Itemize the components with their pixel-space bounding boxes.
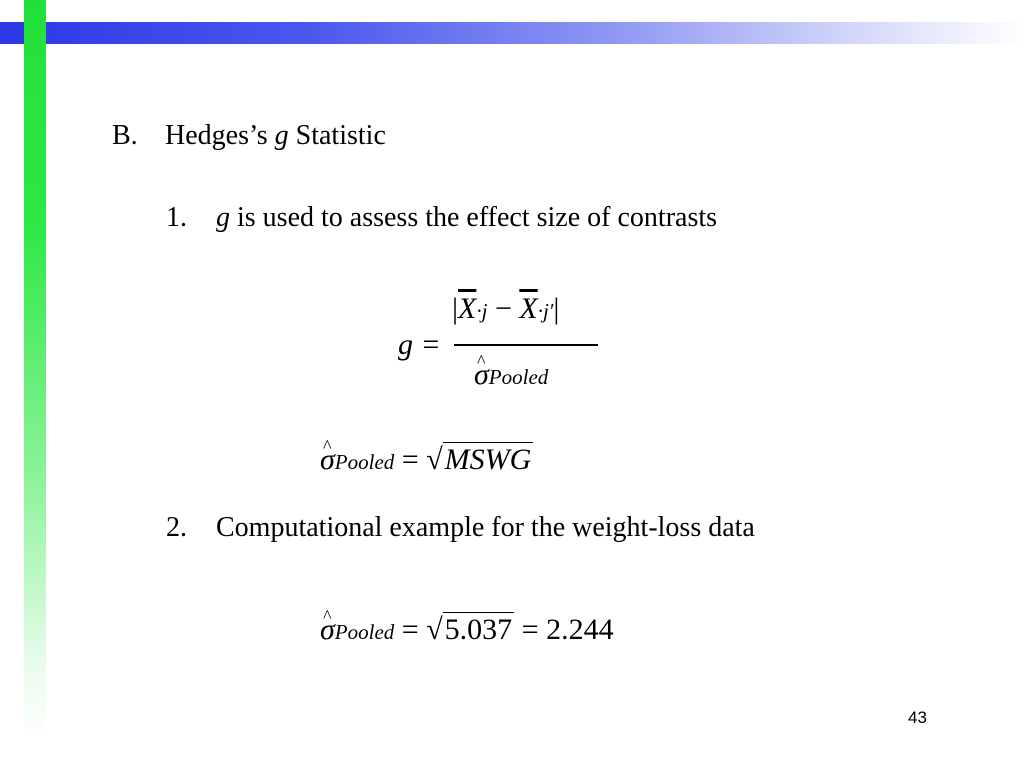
pooled-sub: Pooled [334,450,395,474]
item2-marker: 2. [166,512,187,543]
sqrt-sign: √ [426,443,443,476]
xbar-1: $\overline{X}$ [458,292,477,325]
formula-g-denominator [474,358,548,394]
heading-pre: Hedges’s [165,120,275,151]
pooled-radicand: MSWG [444,443,532,476]
top-accent-bar [0,22,1024,44]
example-sub: Pooled [334,620,395,644]
example-radicand: 5.037 [444,613,513,646]
example-equals: = [401,613,419,646]
example-equals-2: = [521,613,539,646]
xbar-1-sub: ·j [476,299,488,323]
item1-body: is used to assess the effect size of contrasts [230,202,718,233]
heading-var: g [274,120,289,151]
formula-g-lhs: g = [398,328,441,361]
fraction-bar [454,344,598,346]
heading [165,120,386,152]
heading-post: Statistic [288,120,386,151]
heading-marker: B. [112,120,138,151]
item2-text: Computational example for the weight-loss data [216,512,755,543]
formula-g-numerator: $|\overline{X}\cdot j - \overline{X}\cdot j'|$ [452,292,560,325]
item1-marker: 1. [166,202,187,233]
xbar-2: $\overline{X}$ [519,292,538,325]
item1-var: g [216,202,230,233]
formula-example [320,612,614,649]
sigma-sub: Pooled [488,365,549,389]
pooled-sigma: ^ σ [320,443,335,477]
page-number: 43 [908,708,927,727]
left-accent-bar [24,0,46,740]
pooled-equals: = [401,443,419,476]
example-sigma: ^ σ [320,613,335,647]
minus-sign: − [494,292,512,325]
example-sqrt-sign: √ [426,613,443,646]
example-result: 2.244 [546,613,614,646]
xbar-2-sub: ·j′ [537,299,554,323]
item1-text [216,202,717,234]
sigma-hat: ^ σ [474,358,489,392]
formula-pooled [320,442,533,479]
